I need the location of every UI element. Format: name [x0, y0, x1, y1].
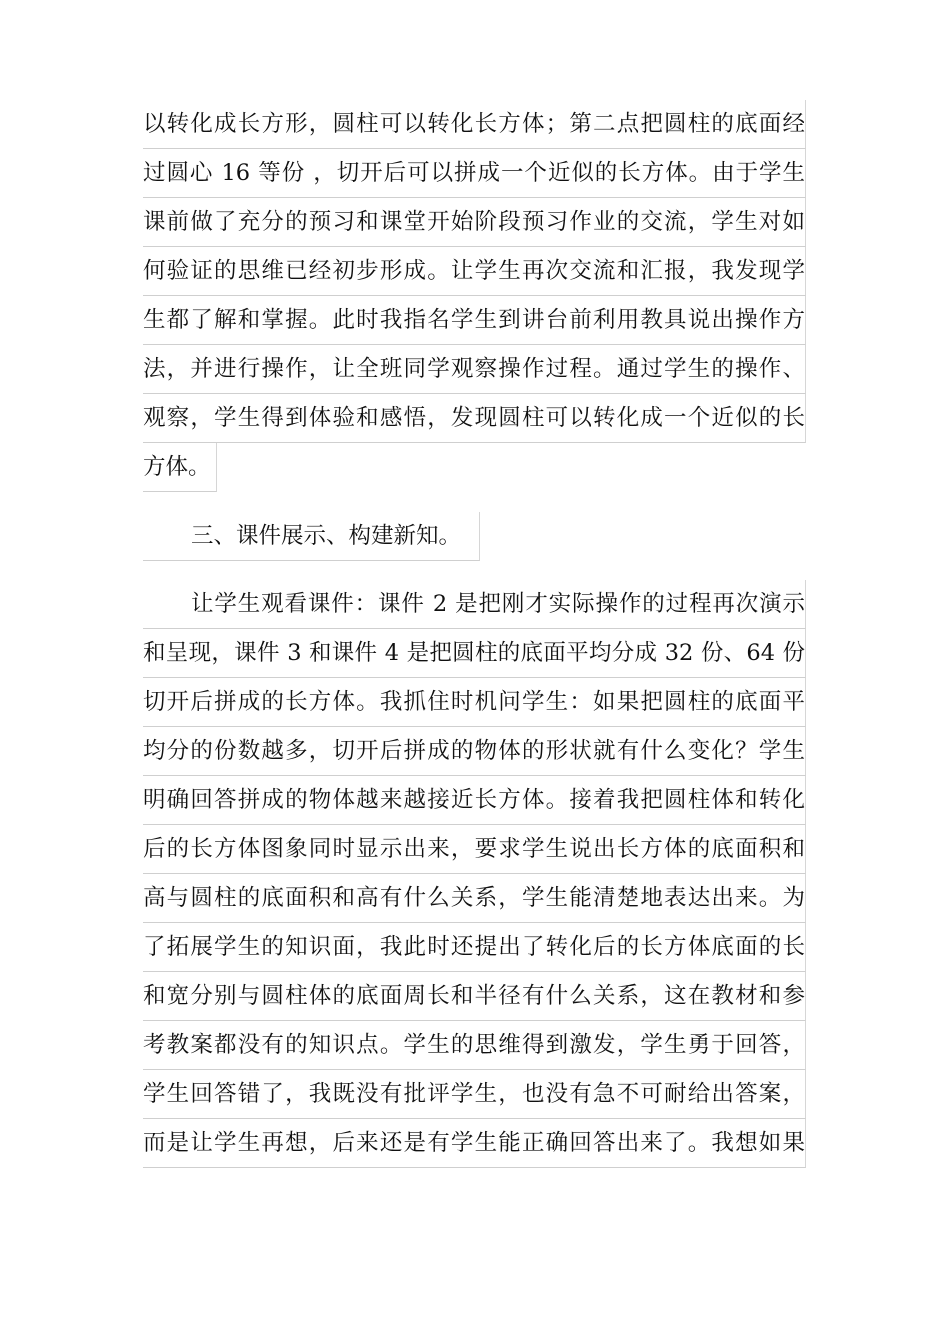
paragraph-line: 均分的份数越多，切开后拼成的物体的形状就有什么变化？学生	[143, 727, 806, 776]
paragraph-line: 和呈现，课件 3 和课件 4 是把圆柱的底面平均分成 32 份、64 份	[143, 629, 806, 678]
paragraph-line: 学生回答错了，我既没有批评学生，也没有急不可耐给出答案，	[143, 1070, 806, 1119]
paragraph-line: 了拓展学生的知识面，我此时还提出了转化后的长方体底面的长	[143, 923, 806, 972]
paragraph-line: 切开后拼成的长方体。我抓住时机问学生：如果把圆柱的底面平	[143, 678, 806, 727]
paragraph-line: 过圆心 16 等份 ，切开后可以拼成一个近似的长方体。由于学生	[143, 149, 806, 198]
paragraph-line: 而是让学生再想，后来还是有学生能正确回答出来了。我想如果	[143, 1119, 806, 1168]
paragraph-line: 后的长方体图象同时显示出来，要求学生说出长方体的底面积和	[143, 825, 806, 874]
paragraph-line: 明确回答拼成的物体越来越接近长方体。接着我把圆柱体和转化	[143, 776, 806, 825]
paragraph-line: 让学生观看课件：课件 2 是把刚才实际操作的过程再次演示	[143, 580, 806, 629]
paragraph-line: 高与圆柱的底面积和高有什么关系，学生能清楚地表达出来。为	[143, 874, 806, 923]
paragraph-line: 方体。	[143, 443, 217, 492]
paragraph-line: 法，并进行操作，让全班同学观察操作过程。通过学生的操作、	[143, 345, 806, 394]
paragraph-line: 和宽分别与圆柱体的底面周长和半径有什么关系，这在教材和参	[143, 972, 806, 1021]
paragraph-line: 生都了解和掌握。此时我指名学生到讲台前利用教具说出操作方	[143, 296, 806, 345]
paragraph-line: 考教案都没有的知识点。学生的思维得到激发，学生勇于回答，	[143, 1021, 806, 1070]
paragraph-line: 何验证的思维已经初步形成。让学生再次交流和汇报，我发现学	[143, 247, 806, 296]
paragraph-line: 观察，学生得到体验和感悟，发现圆柱可以转化成一个近似的长	[143, 394, 806, 443]
section-heading: 三、课件展示、构建新知。	[143, 512, 480, 561]
paragraph-line: 课前做了充分的预习和课堂开始阶段预习作业的交流，学生对如	[143, 198, 806, 247]
paragraph-line: 以转化成长方形，圆柱可以转化长方体；第二点把圆柱的底面经	[143, 100, 806, 149]
